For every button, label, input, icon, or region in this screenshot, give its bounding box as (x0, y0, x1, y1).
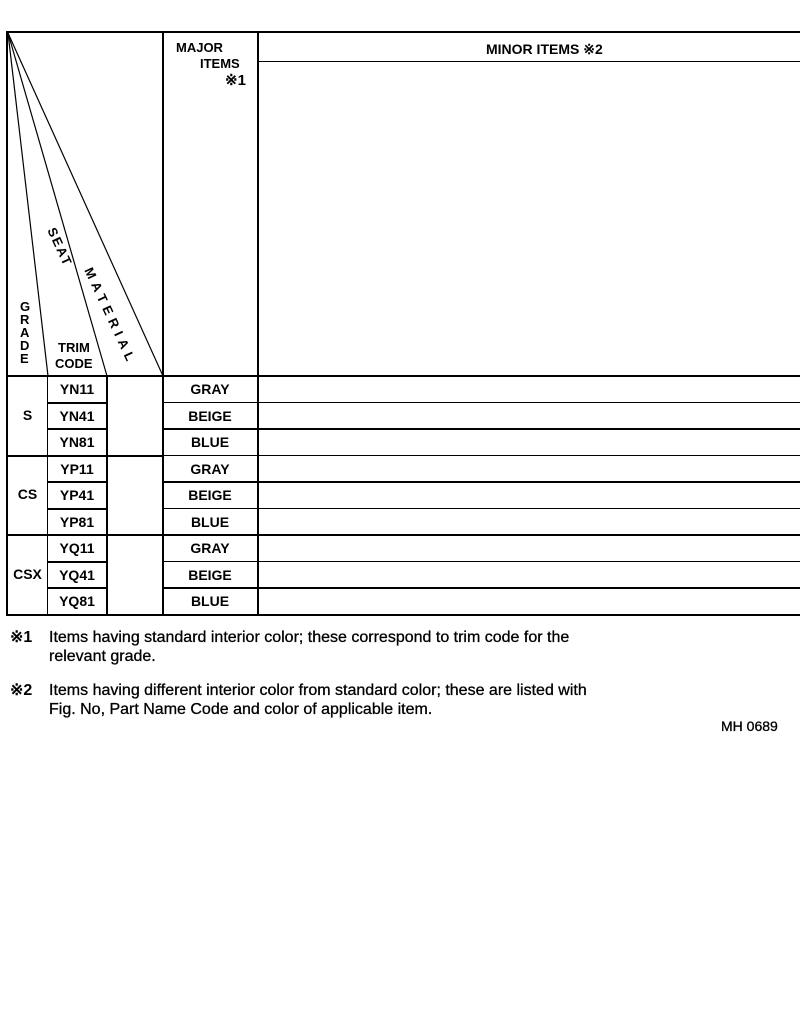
minor-header-line (258, 61, 800, 62)
color-cell: GRAY (190, 381, 230, 397)
color-cell: GRAY (190, 540, 230, 556)
trim-row-line (47, 402, 107, 404)
note-2-line1: Items having different interior color from standard color; these are listed with (49, 682, 587, 699)
major-items-note: ※1 (225, 72, 246, 89)
row-line (163, 402, 800, 404)
row-line (163, 587, 800, 589)
figure-code: MH 0689 (721, 718, 778, 734)
color-cell: BLUE (190, 513, 230, 530)
row-line (163, 455, 800, 457)
minor-col-divider (257, 31, 259, 616)
trim-row-line (47, 481, 107, 483)
trim-code-cell: YP41 (59, 487, 95, 503)
note-1-line2: relevant grade. (49, 648, 156, 665)
color-cell: GRAY (190, 460, 230, 477)
trim-col-divider (106, 376, 108, 616)
material-header: MATERIAL (81, 265, 140, 368)
grade-cell: CS (17, 486, 38, 503)
minor-items-header: MINOR ITEMS ※2 (486, 41, 603, 57)
row-line (163, 534, 800, 536)
note-2-mark: ※2 (10, 682, 33, 699)
color-cell: BEIGE (188, 407, 232, 424)
seat-header: SEAT (44, 225, 76, 270)
grade-header: GRADE (20, 299, 31, 366)
row-line (163, 561, 800, 563)
note-1-mark: ※1 (10, 629, 33, 646)
trim-row-line (47, 587, 107, 589)
trim-code-cell: YQ41 (59, 566, 95, 583)
table-bottom-border (7, 614, 800, 616)
row-line (163, 508, 800, 510)
group-divider (7, 534, 162, 536)
grade-cell: S (22, 406, 33, 423)
color-cell: BEIGE (188, 487, 232, 503)
trim-code-cell: YN41 (59, 407, 95, 424)
trim-code-header: TRIM (58, 340, 90, 355)
color-cell: BLUE (190, 593, 230, 609)
row-line (163, 481, 800, 483)
trim-code-header-2: CODE (55, 356, 93, 371)
trim-code-cell: YQ11 (59, 540, 95, 556)
note-2-line2: Fig. No, Part Name Code and color of applicable item. (49, 701, 433, 718)
trim-code-cell: YN81 (59, 434, 95, 450)
trim-row-line (47, 508, 107, 510)
major-items-header-2: ITEMS (200, 56, 240, 71)
color-cell: BLUE (190, 434, 230, 450)
trim-row-line (47, 428, 107, 430)
trim-code-cell: YP11 (60, 460, 94, 477)
trim-code-cell: YN11 (59, 381, 95, 397)
group-divider (7, 455, 162, 457)
color-cell: BEIGE (188, 566, 232, 583)
grade-cell: CSX (13, 566, 42, 582)
note-1-line1: Items having standard interior color; these correspond to trim code for the (49, 629, 570, 646)
trim-code-cell: YP81 (59, 513, 95, 530)
trim-row-line (47, 561, 107, 563)
trim-code-cell: YQ81 (59, 593, 95, 609)
row-line (163, 428, 800, 430)
major-items-header: MAJOR (176, 40, 223, 55)
